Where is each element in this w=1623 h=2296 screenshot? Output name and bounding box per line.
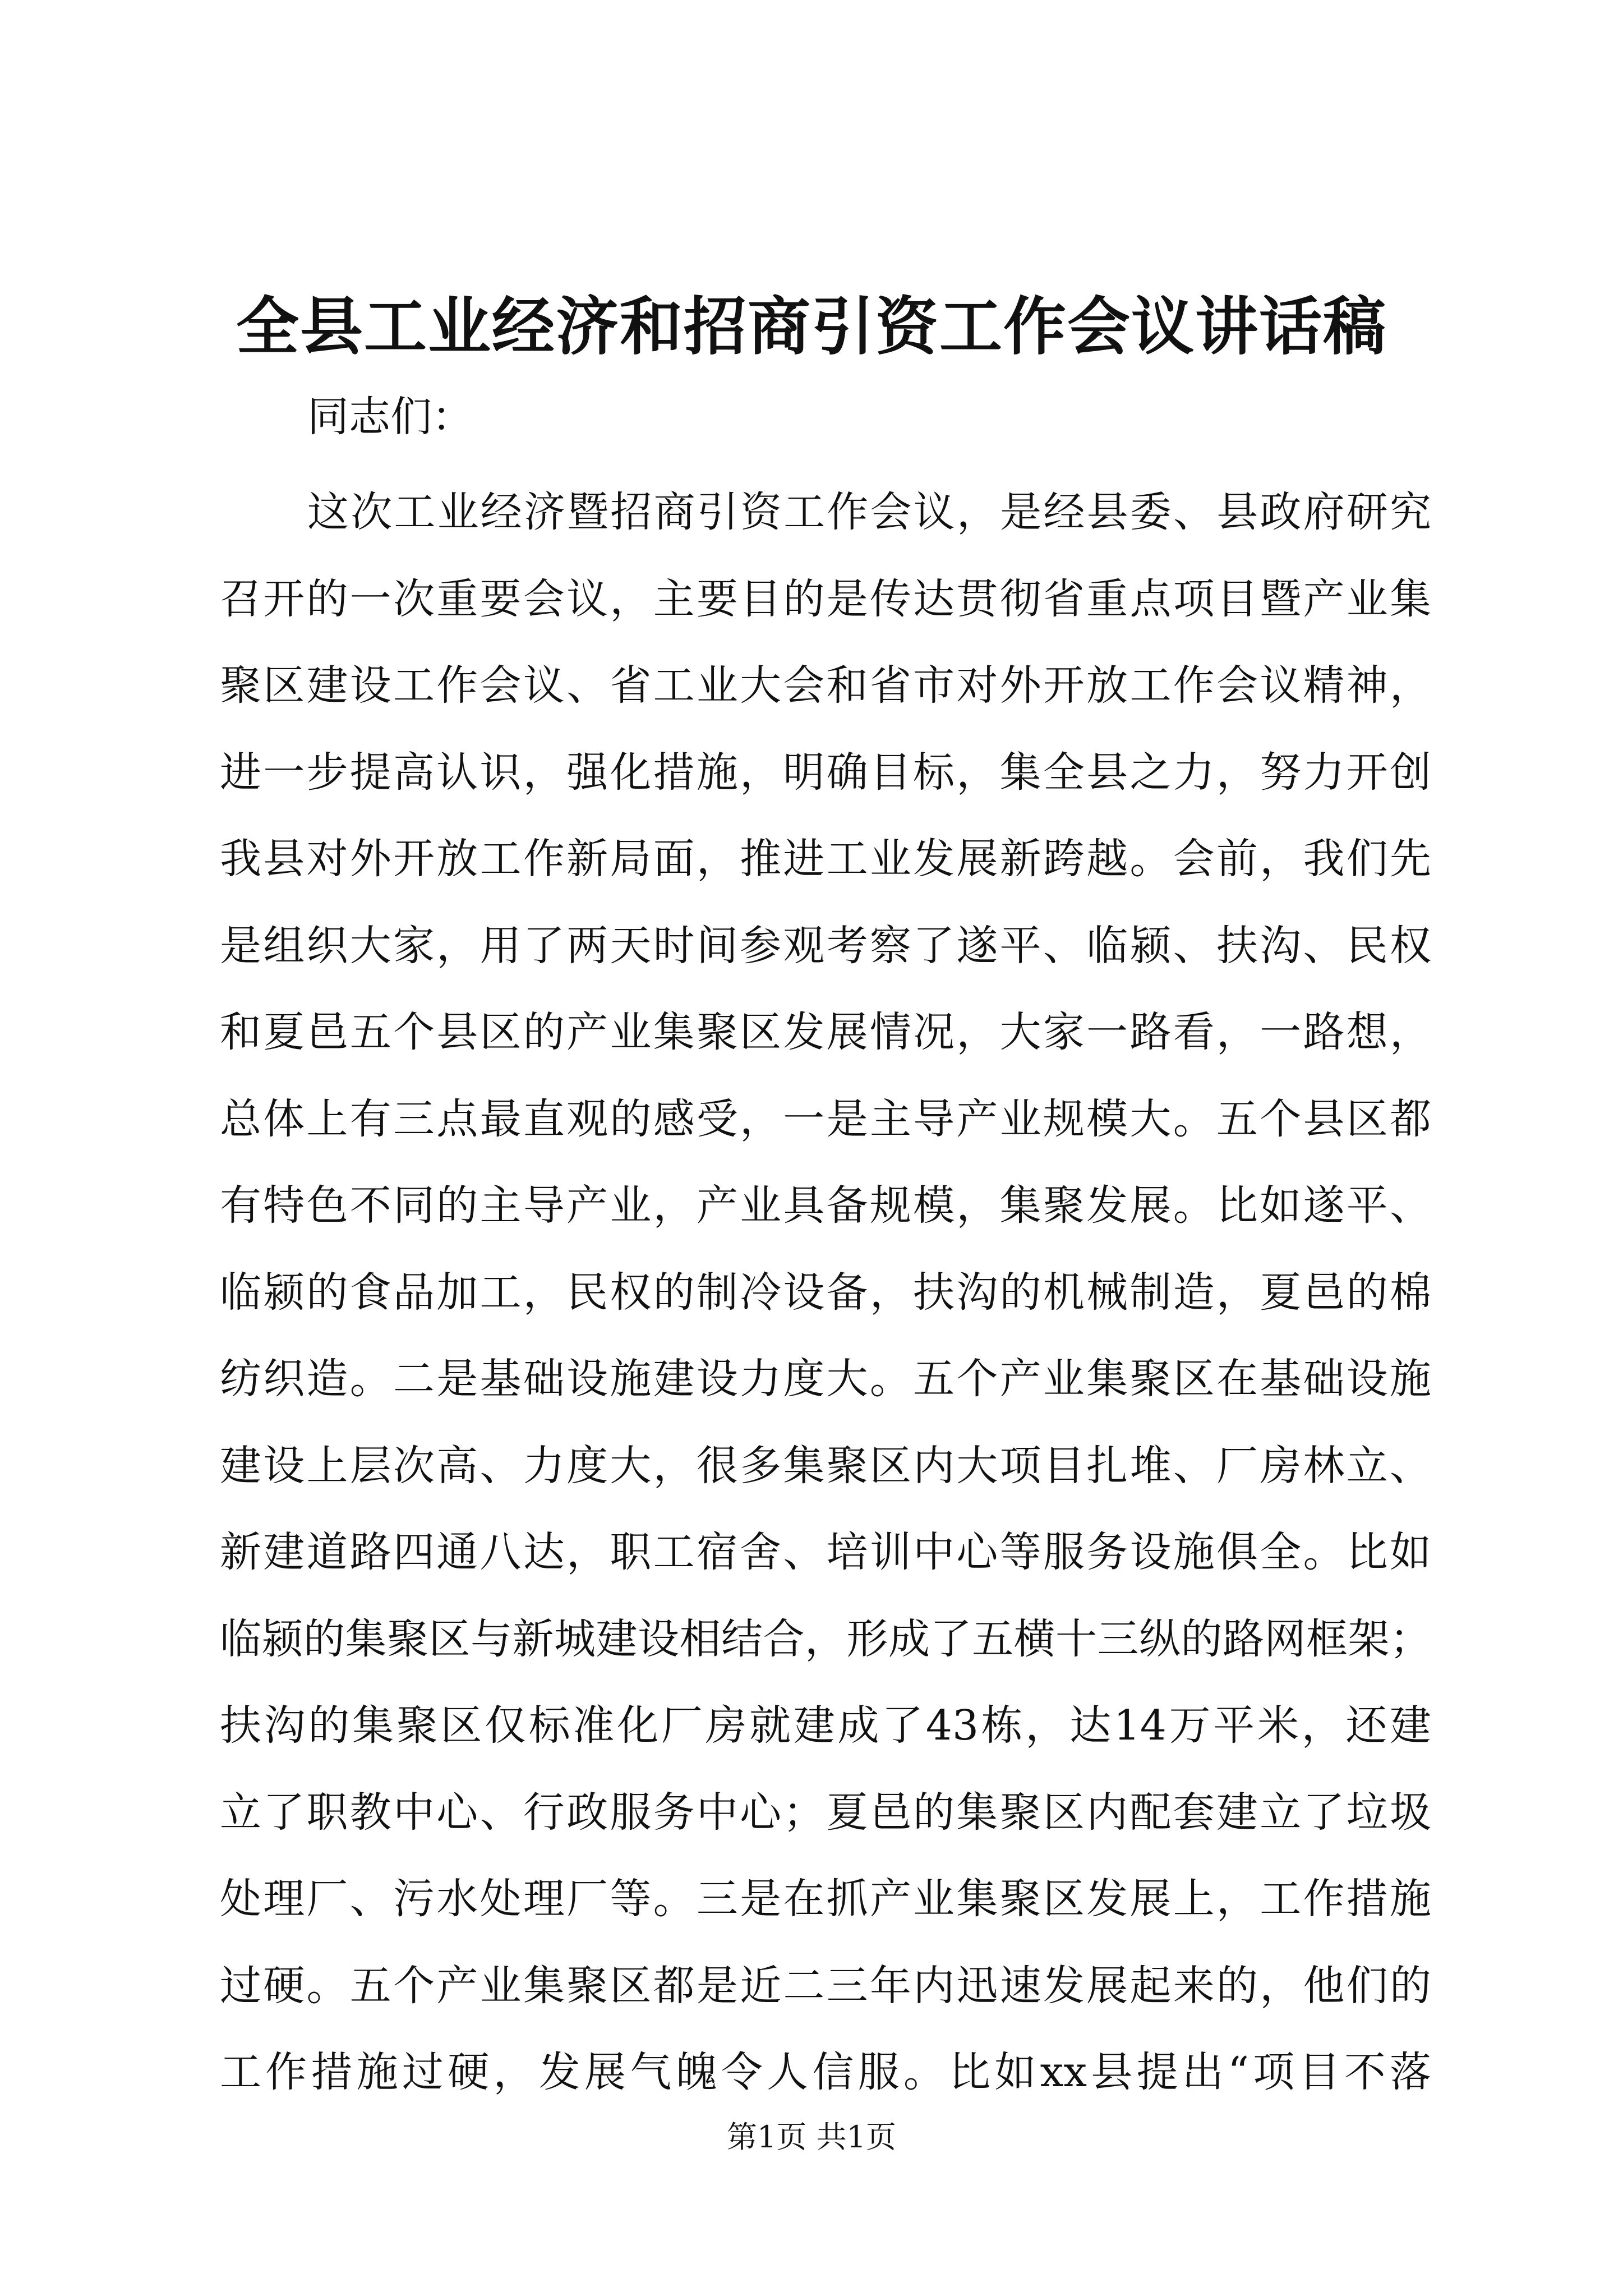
body-line: 扶沟的集聚区仅标准化厂房就建成了43栋，达14万平米，还建 <box>220 1701 1431 1750</box>
body-line: 处理厂、污水处理厂等。三是在抓产业集聚区发展上，工作措施 <box>220 1875 1431 1923</box>
body-line: 我县对外开放工作新局面，推进工业发展新跨越。会前，我们先 <box>220 835 1431 883</box>
body-line: 召开的一次重要会议，主要目的是传达贯彻省重点项目暨产业集 <box>220 574 1431 623</box>
body-line: 这次工业经济暨招商引资工作会议，是经县委、县政府研究 <box>307 488 1431 536</box>
document-body <box>220 469 1431 2116</box>
document-title: 全县工业经济和招商引资工作会议讲话稿 <box>236 290 1387 364</box>
body-line: 临颍的集聚区与新城建设相结合，形成了五横十三纵的路网框架； <box>220 1614 1431 1663</box>
body-line: 进一步提高认识，强化措施，明确目标，集全县之力，努力开创 <box>220 748 1431 797</box>
body-line: 和夏邑五个县区的产业集聚区发展情况，大家一路看，一路想， <box>220 1008 1431 1056</box>
body-line: 建设上层次高、力度大，很多集聚区内大项目扎堆、厂房林立、 <box>220 1441 1431 1490</box>
body-line: 工作措施过硬，发展气魄令人信服。比如xx县提出“项目不落 <box>220 2048 1431 2096</box>
body-line: 总体上有三点最直观的感受，一是主导产业规模大。五个县区都 <box>220 1094 1431 1143</box>
body-line: 过硬。五个产业集聚区都是近二三年内迅速发展起来的，他们的 <box>220 1961 1431 2010</box>
page-number-footer: 第1页 共1页 <box>727 2119 896 2155</box>
body-line: 纺织造。二是基础设施建设力度大。五个产业集聚区在基础设施 <box>220 1355 1431 1403</box>
body-line: 立了职教中心、行政服务中心；夏邑的集聚区内配套建立了垃圾 <box>220 1788 1431 1837</box>
body-line: 有特色不同的主导产业，产业具备规模，集聚发展。比如遂平、 <box>220 1181 1431 1230</box>
body-line: 是组织大家，用了两天时间参观考察了遂平、临颍、扶沟、民权 <box>220 921 1431 970</box>
salutation: 同志们： <box>307 393 473 441</box>
body-line: 新建道路四通八达，职工宿舍、培训中心等服务设施俱全。比如 <box>220 1528 1431 1576</box>
body-line: 临颍的食品加工，民权的制冷设备，扶沟的机械制造，夏邑的棉 <box>220 1268 1431 1317</box>
body-line: 聚区建设工作会议、省工业大会和省市对外开放工作会议精神， <box>220 661 1431 710</box>
